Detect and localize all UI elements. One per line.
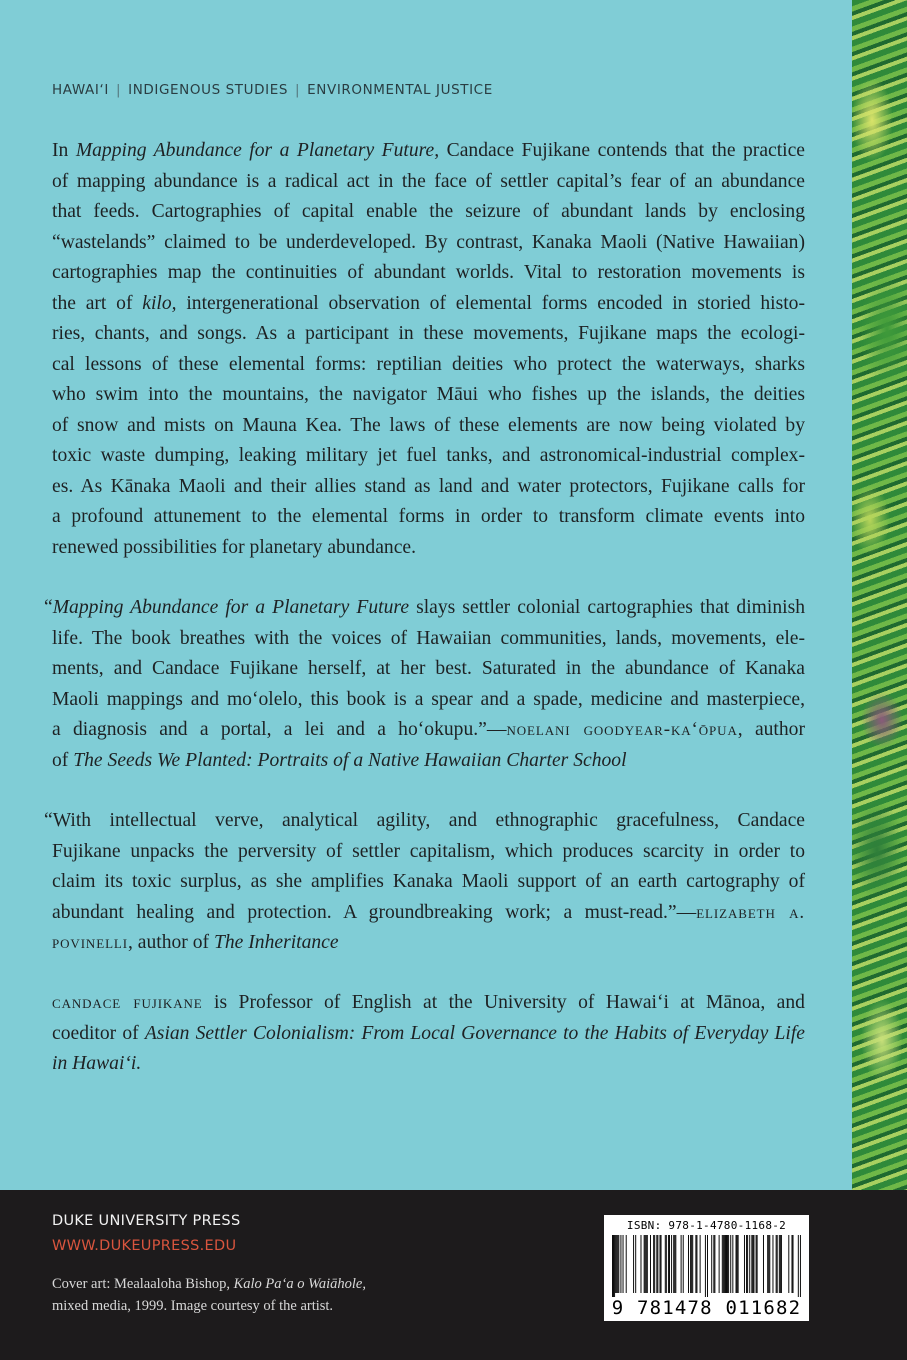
barcode-bar bbox=[613, 1235, 614, 1297]
small-caps-name: elizabeth a. bbox=[696, 901, 806, 923]
barcode-bar bbox=[668, 1235, 669, 1293]
text-line bbox=[52, 228, 805, 259]
text-run: ries, chants, and songs. As a participant in these movements, Fujikane maps the ecologi- bbox=[52, 323, 805, 344]
barcode-bar bbox=[620, 1235, 621, 1293]
barcode-bar bbox=[633, 1235, 634, 1293]
barcode-bar bbox=[657, 1235, 658, 1293]
text-line bbox=[52, 319, 805, 350]
small-caps-name: povinelli bbox=[52, 932, 128, 953]
italic-run: kilo, bbox=[142, 292, 177, 314]
text-run: intergenerational observation of elemental forms encoded in storied histo- bbox=[176, 292, 805, 314]
barcode-bar bbox=[646, 1235, 647, 1293]
endorsement-povinelli bbox=[44, 806, 806, 959]
text-run: “With intellectual verve, analytical agility, and ethnographic gracefulness, Candace bbox=[44, 810, 805, 831]
subject-categories bbox=[52, 82, 493, 98]
text-line bbox=[52, 746, 805, 777]
publisher-url[interactable]: WWW.DUKEUPRESS.EDU bbox=[52, 1238, 237, 1254]
text-run: of mapping abundance is a radical act in the face of settler capital’s fear of an abundance bbox=[52, 170, 805, 192]
barcode-bar bbox=[671, 1235, 672, 1293]
barcode-bar bbox=[751, 1235, 752, 1293]
text-line bbox=[52, 136, 805, 167]
text-run: abundant healing and protection. A groundbreaking work; a must-read.”— bbox=[52, 901, 697, 923]
text-run: toxic waste dumping, leaking military jet fuel tanks, and astronomical-industrial complex- bbox=[52, 445, 805, 466]
barcode-bar bbox=[777, 1235, 778, 1293]
text-line bbox=[52, 380, 805, 411]
barcode-bar bbox=[669, 1235, 670, 1293]
barcode-bar bbox=[756, 1235, 757, 1293]
barcode-bar bbox=[661, 1235, 662, 1293]
italic-run: Asian Settler Colonialism: From Local Governance to the Habits of Everyday Life bbox=[144, 1022, 805, 1044]
barcode-bar bbox=[736, 1235, 737, 1293]
text-line bbox=[52, 167, 805, 198]
italic-run: The Inheritance bbox=[213, 932, 339, 953]
text-run: claim its toxic surplus, as she amplifies Kanaka Maoli support of an earth cartography of bbox=[52, 871, 805, 892]
barcode-bar bbox=[675, 1235, 676, 1293]
barcode-bar bbox=[749, 1235, 750, 1293]
text-run: who swim into the mountains, the navigator Māui who fishes up the islands, the deities bbox=[52, 384, 805, 405]
barcode-bar bbox=[767, 1235, 768, 1293]
text-line bbox=[52, 928, 805, 959]
text-line bbox=[52, 988, 805, 1019]
text-run: “ bbox=[44, 597, 53, 618]
text-line bbox=[52, 411, 805, 442]
text-run: a profound attunement to the elemental forms in order to transform climate events into bbox=[52, 506, 805, 527]
barcode-bar bbox=[798, 1235, 799, 1297]
barcode-bar bbox=[746, 1235, 747, 1293]
barcode-bars bbox=[612, 1235, 801, 1297]
barcode-bar bbox=[793, 1235, 794, 1293]
text-line bbox=[52, 502, 805, 533]
publisher-name: DUKE UNIVERSITY PRESS bbox=[52, 1213, 241, 1229]
text-line bbox=[52, 1019, 805, 1050]
barcode-bar bbox=[714, 1235, 715, 1293]
text-line bbox=[52, 654, 805, 685]
text-run: is Professor of English at the University of Hawaiʻi at Mānoa, and bbox=[202, 992, 805, 1013]
small-caps-name: candace fujikane bbox=[52, 992, 203, 1013]
barcode-bar bbox=[688, 1235, 689, 1293]
cover-art-credit bbox=[52, 1273, 472, 1317]
text-line bbox=[52, 258, 805, 289]
italic-run: The Seeds We Planted: Portraits of a Native Hawaiian Charter School bbox=[73, 749, 627, 771]
barcode-bar bbox=[779, 1235, 780, 1293]
category-divider: | bbox=[115, 82, 122, 98]
barcode-bar bbox=[722, 1235, 723, 1293]
barcode-bar bbox=[744, 1235, 745, 1293]
barcode-bar bbox=[792, 1235, 793, 1293]
barcode-bar bbox=[781, 1235, 782, 1293]
text-run: renewed possibilities for planetary abundance. bbox=[52, 536, 416, 558]
barcode-bar bbox=[615, 1235, 616, 1293]
barcode-bar bbox=[656, 1235, 657, 1293]
barcode-bar bbox=[772, 1235, 773, 1293]
barcode-bar bbox=[635, 1235, 636, 1293]
barcode-bar bbox=[738, 1235, 739, 1293]
barcode-bar bbox=[768, 1235, 769, 1293]
text-run: of snow and mists on Mauna Kea. The laws of these elements are now being violated by bbox=[52, 414, 805, 436]
barcode-bar bbox=[723, 1235, 724, 1293]
text-run: , author bbox=[737, 719, 805, 740]
barcode-bar bbox=[612, 1235, 613, 1297]
text-run: Fujikane unpacks the perversity of settler capitalism, which produces scarcity in order to bbox=[52, 840, 805, 862]
barcode-bar bbox=[753, 1235, 754, 1293]
barcode-bar bbox=[705, 1235, 706, 1297]
barcode-bar bbox=[674, 1235, 675, 1293]
barcode-digits: 9 781478 011682 bbox=[611, 1297, 802, 1319]
barcode-bar bbox=[727, 1235, 728, 1293]
text-line bbox=[52, 837, 805, 868]
text-run: a diagnosis and a portal, a lei and a hoʻokupu.”— bbox=[52, 719, 507, 740]
text-run: of bbox=[52, 749, 74, 771]
text-line bbox=[52, 898, 805, 929]
barcode-bar bbox=[757, 1235, 758, 1293]
text-run: coeditor of bbox=[52, 1022, 145, 1044]
barcode-bar bbox=[776, 1235, 777, 1293]
barcode-bar bbox=[647, 1235, 648, 1293]
barcode-bar bbox=[728, 1235, 729, 1293]
barcode-bar bbox=[737, 1235, 738, 1293]
barcode-bar bbox=[747, 1235, 748, 1293]
barcode-bar bbox=[644, 1235, 645, 1293]
barcode-bar bbox=[650, 1235, 651, 1293]
book-description bbox=[52, 136, 805, 563]
barcode-bar bbox=[690, 1235, 691, 1293]
text-line bbox=[52, 624, 805, 655]
category-hawaii: HAWAI‘I bbox=[52, 82, 109, 98]
text-line bbox=[52, 867, 805, 898]
text-run: cartographies map the continuities of abundant worlds. Vital to restoration movements is bbox=[52, 262, 805, 283]
category-environmental-justice: ENVIRONMENTAL JUSTICE bbox=[307, 82, 493, 98]
text-run: “wastelands” claimed to be underdeveloped. By contrast, Kanaka Maoli (Native Hawaiian) bbox=[52, 231, 805, 253]
text-run: ments, and Candace Fujikane herself, at her best. Saturated in the abundance of Kanaka bbox=[52, 658, 805, 679]
italic-run: in Hawaiʻi. bbox=[52, 1053, 142, 1074]
credit-prefix: Cover art: Mealaaloha Bishop, bbox=[52, 1276, 234, 1292]
barcode-bar bbox=[695, 1235, 696, 1293]
text-line bbox=[52, 715, 805, 746]
barcode-bar bbox=[752, 1235, 753, 1293]
text-line bbox=[44, 806, 805, 837]
barcode-bar bbox=[724, 1235, 725, 1293]
endorsement-goodyear-kaopua bbox=[44, 593, 805, 776]
barcode-bar bbox=[780, 1235, 781, 1293]
text-run: that feeds. Cartographies of capital enable the seizure of abundant lands by enclosing bbox=[52, 201, 805, 222]
isbn-barcode bbox=[604, 1215, 809, 1321]
italic-run: Mapping Abundance for a Planetary Future, bbox=[75, 140, 440, 161]
barcode-bar bbox=[681, 1235, 682, 1293]
barcode-bar bbox=[623, 1235, 624, 1293]
category-divider: | bbox=[295, 82, 301, 98]
barcode-bar bbox=[617, 1235, 618, 1293]
text-line bbox=[44, 593, 805, 624]
text-run: , author of bbox=[127, 932, 214, 953]
text-line bbox=[52, 289, 805, 320]
text-run: cal lessons of these elemental forms: reptilian deities who protect the waterways, sharks bbox=[52, 353, 805, 375]
text-run: life. The book breathes with the voices of Hawaiian communities, lands, movements, ele- bbox=[52, 627, 805, 649]
barcode-bar bbox=[641, 1235, 642, 1293]
barcode-bar bbox=[673, 1235, 674, 1293]
text-run: the art of bbox=[52, 292, 143, 314]
barcode-bar bbox=[645, 1235, 646, 1293]
barcode-bar bbox=[660, 1235, 661, 1293]
barcode-bar bbox=[725, 1235, 726, 1293]
barcode-bar bbox=[719, 1235, 720, 1293]
text-line bbox=[52, 533, 805, 564]
author-bio bbox=[52, 988, 805, 1080]
credit-artwork-title: Kalo Paʻa o Waiāhole, bbox=[233, 1276, 366, 1292]
barcode-bar bbox=[616, 1235, 617, 1293]
barcode-bar bbox=[707, 1235, 708, 1297]
text-run: slays settler colonial cartographies that diminish bbox=[409, 597, 805, 618]
barcode-bar bbox=[683, 1235, 684, 1293]
barcode-bar bbox=[696, 1235, 697, 1293]
text-line bbox=[52, 472, 805, 503]
text-line bbox=[52, 350, 805, 381]
text-line bbox=[52, 1049, 805, 1080]
category-indigenous-studies: INDIGENOUS STUDIES bbox=[128, 82, 288, 98]
barcode-bar bbox=[626, 1235, 627, 1293]
barcode-bar bbox=[691, 1235, 692, 1293]
barcode-bar bbox=[800, 1235, 801, 1297]
barcode-bar bbox=[769, 1235, 770, 1293]
text-run: Maoli mappings and moʻolelo, this book is a spear and a spade, medicine and masterpiece, bbox=[52, 688, 805, 710]
barcode-bar bbox=[711, 1235, 712, 1293]
text-run: Candace Fujikane contends that the practice bbox=[439, 140, 805, 161]
text-line bbox=[52, 685, 805, 716]
text-run: es. As Kānaka Maoli and their allies stand as land and water protectors, Fujikane calls for bbox=[52, 475, 805, 497]
barcode-bar bbox=[666, 1235, 667, 1293]
barcode-bar bbox=[700, 1235, 701, 1293]
barcode-bar bbox=[665, 1235, 666, 1293]
barcode-bar bbox=[730, 1235, 731, 1293]
barcode-bar bbox=[788, 1235, 789, 1293]
italic-run: Mapping Abundance for a Planetary Future bbox=[52, 597, 410, 618]
barcode-bar bbox=[654, 1235, 655, 1293]
barcode-bar bbox=[614, 1235, 615, 1297]
barcode-bar bbox=[692, 1235, 693, 1293]
isbn-label: ISBN: 978-1-4780-1168-2 bbox=[626, 1219, 787, 1232]
credit-suffix: mixed media, 1999. Image courtesy of the artist. bbox=[52, 1298, 334, 1314]
cover-art-strip bbox=[852, 0, 907, 1190]
barcode-bar bbox=[763, 1235, 764, 1293]
text-run: In bbox=[52, 140, 76, 161]
barcode-bar bbox=[653, 1235, 654, 1293]
barcode-bar bbox=[618, 1235, 619, 1293]
text-line bbox=[52, 197, 805, 228]
barcode-bar bbox=[726, 1235, 727, 1293]
barcode-bar bbox=[713, 1235, 714, 1293]
small-caps-name: noelani goodyear-kaʻōpua bbox=[506, 719, 738, 740]
barcode-bar bbox=[732, 1235, 733, 1293]
text-line bbox=[52, 441, 805, 472]
